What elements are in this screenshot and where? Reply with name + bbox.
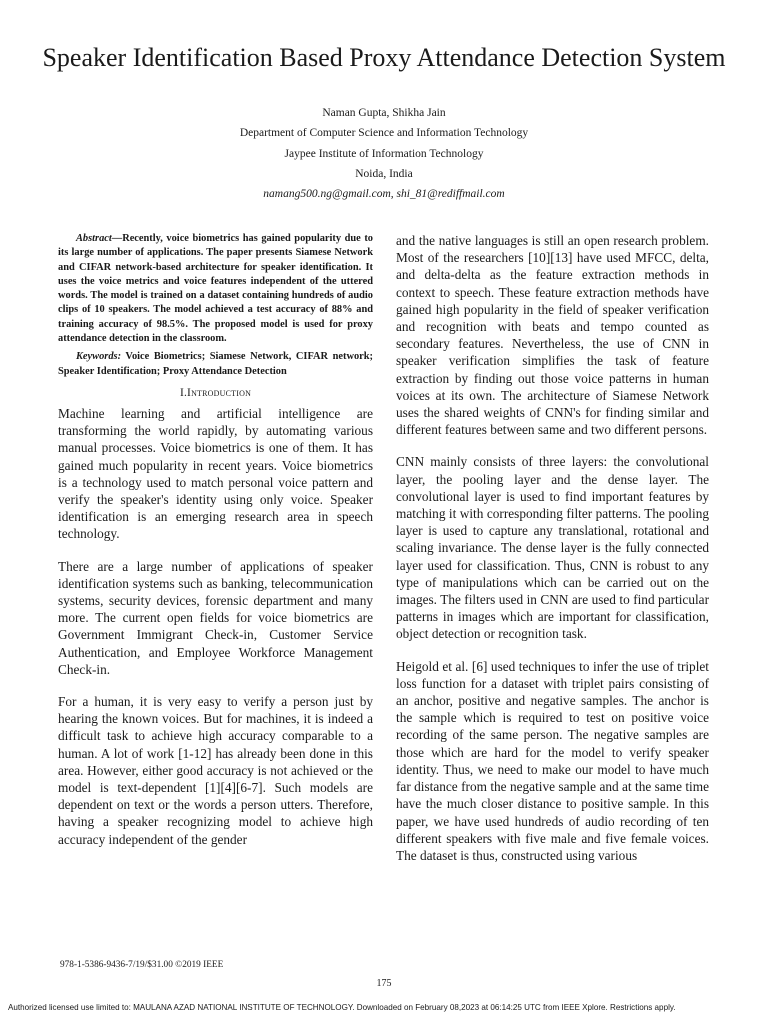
left-column bbox=[58, 232, 373, 863]
keywords-text: Voice Biometrics; Siamese Network, CIFAR network; Speaker Identification; Proxy Attendance Detection bbox=[58, 351, 373, 377]
paragraph: and the native languages is still an open research problem. Most of the researchers [10][13] have used MFCC, delta, and delta-delta as the feature extraction methods in context to speech. These feature extraction methods have gained high popularity in the field of speaker verification and recognition with beats and tempo counted as secondary features. Nevertheless, the use of CNN in speaker verification simplifies the task of feature extraction by finding out those voice patterns in human voices at its own. The architecture of Siamese Network uses the shared weights of CNN's for finding similar and different features between same and two different persons. bbox=[396, 233, 709, 438]
keywords-lead: Keywords: bbox=[76, 351, 122, 363]
paragraph: For a human, it is very easy to verify a person just by hearing the known voices. But for machines, it is indeed a difficult task to achieve high accuracy comparable to a human. A lot of work [1-12] has already been done in this area. However, either good accuracy is not achieved or the model is text-dependent [1][4][6-7]. Such models are dependent on text or the words a person utters. Therefore, having a speaker recognizing model to achieve high accuracy independent of the gender bbox=[58, 694, 373, 847]
paper-authors: Naman Gupta, Shikha Jain bbox=[322, 107, 446, 119]
paragraph: There are a large number of applications of speaker identification systems such as banking, telecommunication systems, security devices, forensic department and many more. The current open fields for voice biometrics are Government Immigrant Check-in, Customer Service Authentication, and Employee Workforce Management Check-in. bbox=[58, 558, 373, 677]
abstract bbox=[58, 232, 373, 346]
license-notice: Authorized licensed use limited to: MAULANA AZAD NATIONAL INSTITUTE OF TECHNOLOGY. Downloaded on February 08,2023 at 06:14:25 UTC from IEEE Xplore. Restrictions apply. bbox=[8, 1003, 676, 1012]
right-column bbox=[396, 232, 709, 879]
abstract-lead: Abstract bbox=[76, 233, 112, 244]
keywords bbox=[58, 350, 373, 379]
paper-title: Speaker Identification Based Proxy Attendance Detection System bbox=[42, 43, 726, 72]
copyright-footnote: 978-1-5386-9436-7/19/$31.00 ©2019 IEEE bbox=[60, 960, 224, 970]
paragraph: CNN mainly consists of three layers: the convolutional layer, the pooling layer and the dense layer. The convolutional layer is used to find important features by matching it with corresponding filter patterns. The pooling layer is used to capture any translational, rotational and scaling invariance. The dense layer is the fully connected layer used for classification. Thus, CNN is robust to any type of manipulations which can be carried out on the images. The filters used in CNN are used to find particular patterns in images which are important for classification, object detection or recognition task. bbox=[396, 454, 709, 642]
author-location: Noida, India bbox=[355, 168, 413, 180]
page-number: 175 bbox=[376, 978, 392, 989]
author-institute: Jaypee Institute of Information Technology bbox=[284, 148, 484, 160]
section-heading-introduction: I.Introduction bbox=[179, 386, 252, 399]
author-department: Department of Computer Science and Information Technology bbox=[239, 127, 529, 139]
paragraph: Machine learning and artificial intelligence are transforming the world rapidly, by automating various manual processes. Voice biometrics is one of them. It has gained much popularity in recent years. Voice biometrics is a technology used to match personal voice pattern and verify the speaker's identity using only voice. Speaker identification is an emerging research area in speech technology. bbox=[58, 405, 373, 542]
paragraph: Heigold et al. [6] used techniques to infer the use of triplet loss function for a dataset with triplet pairs consisting of an anchor, positive and negative samples. The anchor is the sample which is required to test on positive voice recording of the same person. The negative samples are those which are hard for the model to verify speaker identity. Thus, we need to make our model to have much far distance from the negative sample and at the same time have the much closer distance to positive sample. In this paper, we have used hundreds of audio recording of ten different speakers with five male and five female voices. The dataset is thus, constructed using various bbox=[396, 658, 709, 863]
author-emails: namang500.ng@gmail.com, shi_81@rediffmail.com bbox=[263, 188, 505, 200]
abstract-text: —Recently, voice biometrics has gained popularity due to its large number of applications. The paper presents Siamese Network and CIFAR network-based architecture for speaker identification. It uses the voice metrics and voice features independent of the uttered words. The model is trained on a dataset containing hundreds of audio clips of 10 speakers. The model achieved a test accuracy of 88% and training accuracy of 98.5%. The proposed model is used for proxy attendance detection in the classroom. bbox=[58, 233, 373, 345]
